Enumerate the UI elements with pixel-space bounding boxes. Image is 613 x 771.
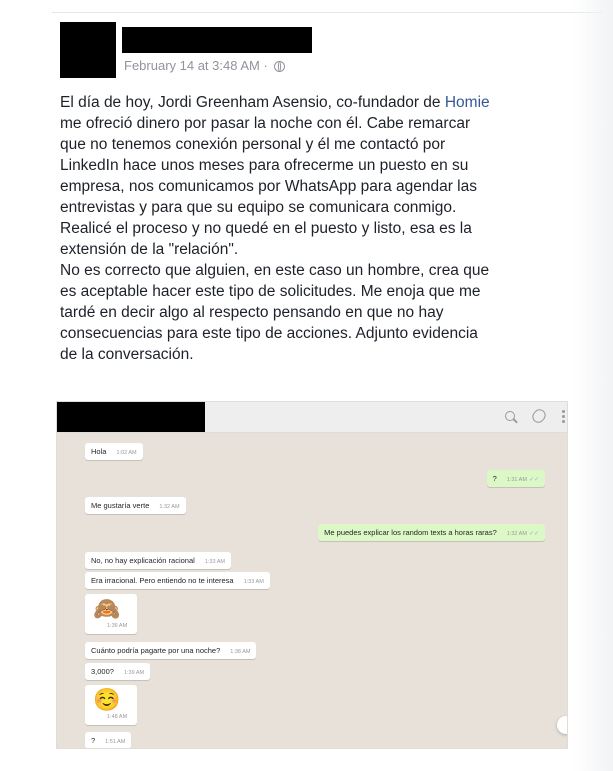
emoji-message-bubble <box>85 594 137 634</box>
message-time: 1:39 AM <box>123 670 145 676</box>
message-bubble <box>85 443 143 460</box>
side-shadow <box>573 0 613 771</box>
read-receipt-icon: ✓✓ <box>528 531 539 537</box>
message-time: 1:38 AM <box>230 649 251 655</box>
message-bubble <box>487 470 545 487</box>
message-bubble <box>318 524 545 541</box>
message-text: Hola <box>91 447 107 456</box>
message-text: 3,000? <box>91 667 114 676</box>
message-bubble <box>85 642 256 659</box>
redacted-author-name[interactable] <box>122 27 312 53</box>
message-time: 1:51 AM <box>105 739 126 745</box>
globe-icon <box>274 61 285 72</box>
message-text: No, no hay explicación racional <box>91 556 195 565</box>
message-text: Cuánto podría pagarte por una noche? <box>91 646 221 655</box>
message-text: Me gustaría verte <box>91 501 150 510</box>
message-text: ? <box>91 736 96 745</box>
post-text-part-2: me ofreció dinero por pasar la noche con él. Cabe remarcar que no tenemos conexión personal y él me contactó por LinkedIn hace unos meses para ofrecerme un puesto en su empresa, nos comunicamos por WhatsApp para agendar las entrevistas y para que su equipo se comunicara conmigo. Realicé el proceso y no quedé en el puesto y listo, esa es la extensión de la "relación". No es correcto que alguien, en este caso un hombre, crea que es aceptable hacer este tipo de solicitudes. Me enoja que me tardé en decir algo al respecto pensando en que no hay consecuencias para este tipo de acciones. Adjunto evidencia de la conversación. <box>60 115 490 363</box>
homie-link[interactable]: Homie <box>444 94 490 111</box>
message-time: 1:33 AM <box>243 579 264 585</box>
chat-header <box>57 402 567 433</box>
post-timestamp[interactable] <box>124 58 285 73</box>
message-text: Me puedes explicar los random texts a horas raras? <box>324 528 497 537</box>
message-time: 1:31 AM <box>506 477 527 483</box>
timestamp-text[interactable]: February 14 at 3:48 AM · <box>124 58 272 73</box>
scroll-down-button[interactable] <box>557 716 568 734</box>
message-time: 1:32 AM <box>506 531 527 537</box>
divider <box>52 12 603 13</box>
smiling-face-icon: ☺️ <box>93 687 121 712</box>
message-bubble <box>85 552 231 569</box>
redacted-contact-name <box>57 402 205 432</box>
message-time: 1:36 AM <box>107 623 128 629</box>
paperclip-icon[interactable] <box>530 407 548 425</box>
whatsapp-screenshot[interactable] <box>56 401 568 749</box>
search-icon[interactable] <box>505 411 515 421</box>
menu-dots-icon[interactable] <box>562 410 565 424</box>
message-text: ? <box>492 474 497 483</box>
message-time: 1:02 AM <box>116 450 137 456</box>
post-text-part-1: El día de hoy, Jordi Greenham Asensio, co-fundador de <box>60 94 445 111</box>
message-time: 1:33 AM <box>204 559 225 565</box>
message-bubble <box>85 572 270 589</box>
post-body <box>60 92 560 365</box>
emoji-message-bubble <box>85 685 137 725</box>
message-bubble <box>85 663 150 680</box>
redacted-avatar[interactable] <box>60 22 116 78</box>
message-time: 1:32 AM <box>159 504 180 510</box>
see-no-evil-monkey-icon: 🙈 <box>93 596 121 621</box>
message-text: Era irracional. Pero entiendo no te interesa <box>91 576 234 585</box>
message-bubble <box>85 732 131 749</box>
message-time: 1:48 AM <box>107 714 128 720</box>
message-bubble <box>85 497 186 514</box>
read-receipt-icon: ✓✓ <box>528 477 539 483</box>
